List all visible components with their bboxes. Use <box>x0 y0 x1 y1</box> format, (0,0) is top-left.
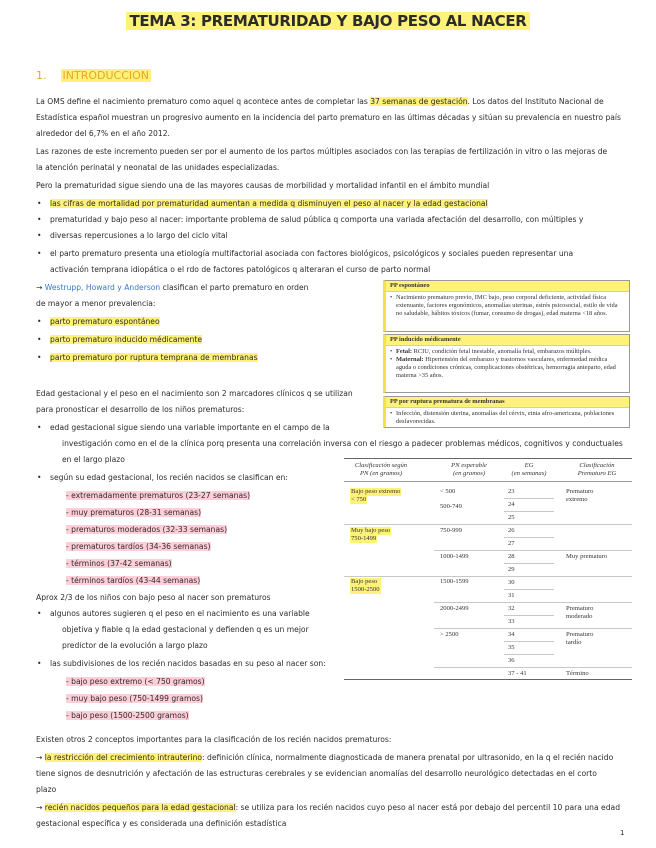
eg-class: Término <box>566 670 589 677</box>
table-gridline <box>434 667 632 668</box>
pp-type-item: • parto prematuro espontáneo <box>50 314 160 329</box>
intro-line: La OMS define el nacimiento prematuro como aquel q acontece antes de completar las 37 semanas de gestación. Los datos del Instituto Nacional de <box>36 97 604 106</box>
box-heading: PP espontáneo <box>386 281 629 292</box>
table-gridline <box>504 654 554 655</box>
eg-class: Prematuro moderado <box>566 605 594 620</box>
eg-class: Prematuro tardío <box>566 631 594 646</box>
table-gridline <box>434 628 632 629</box>
box-text: • Maternal: Hipertensión del embarazo y trastornos vasculares, enfermedad médica aguda o condiciones crónicas, complicaciones obstétricas, hemorragia anteparto, edad materna >35 años. <box>396 356 623 380</box>
bullet-continuation: objetiva y fiable q la edad gestacional y defienden q es un mejor <box>62 625 309 634</box>
box-pp-ruptura <box>383 396 630 428</box>
pn-class: Bajo peso 1500-2500 <box>351 578 380 593</box>
weight-class-item: - bajo peso extremo (< 750 gramos) <box>66 677 205 686</box>
page-number: 1 <box>620 829 625 837</box>
bullet-continuation: investigación como en el de la clínica porq presenta una correlación inversa con el riesgo a padecer problemas médicos, cognitivos y conductuales <box>62 439 623 448</box>
table-gridline <box>504 563 554 564</box>
bullet-item: • según su edad gestacional, los recién nacidos se clasifican en: <box>50 470 288 485</box>
concept-line: → recién nacidos pequeños para la edad gestacional: se utiliza para los recién nacidos cuyo peso al nacer está por debajo del percentil 10 para una edad <box>36 803 621 812</box>
table-header: EG (en semanas) <box>511 462 547 477</box>
eg-class: Muy prematuro <box>566 553 608 560</box>
bullet-continuation: activación temprana idiopática o el rdo de factores patológicos q alteraran el curso de parto normal <box>50 265 431 274</box>
weight-class-item: - bajo peso (1500-2500 gramos) <box>66 711 189 720</box>
page-title: TEMA 3: PREMATURIDAD Y BAJO PESO AL NACER <box>0 14 656 31</box>
bullet-item: • las cifras de mortalidad por prematuridad aumentan a medida q disminuyen el peso al nacer y la edad gestacional <box>50 196 488 211</box>
concept-line: gestacional específica y es considerada una definición estadística <box>36 819 287 828</box>
section-heading <box>36 68 151 83</box>
weight-class-item: - muy bajo peso (750-1499 gramos) <box>66 694 203 703</box>
table-header: Clasificación según PN (en gramos) <box>354 462 408 477</box>
table-gridline <box>344 524 632 525</box>
bullet-item: • el parto prematuro presenta una etiología multifactorial asociada con factores biológicos, psicológicos y sociales pueden representar una <box>50 246 573 261</box>
box-heading: PP por ruptura prematura de membranas <box>386 397 629 408</box>
concepts-intro: Existen otros 2 conceptos importantes para la clasificación de los recién nacidos prematuros: <box>36 735 392 744</box>
week-cell: 23 <box>508 488 515 495</box>
table-header: PN esperable (en gramos) <box>451 462 487 477</box>
concept-line: → la restricción del crecimiento intrauterino: definición clínica, normalmente diagnosticada de manera prenatal por ultrasonido, en la q el recién nacido <box>36 753 614 762</box>
week-cell: 30 <box>508 579 515 586</box>
eg-class: Prematuro extremo <box>566 488 594 503</box>
ga-class-item: - términos (37-42 semanas) <box>66 559 172 568</box>
intro-line: Pero la prematuridad sigue siendo una de las mayores causas de morbilidad y mortalidad infantil en el ámbito mundial <box>36 181 490 190</box>
ga-class-item: - prematuros tardíos (34-36 semanas) <box>66 542 211 551</box>
table-gridline <box>344 576 632 577</box>
week-cell: 27 <box>508 540 515 547</box>
pn-range: 2000-2499 <box>440 605 469 612</box>
classification-intro: de mayor a menor prevalencia: <box>36 299 156 308</box>
table-gridline <box>504 641 554 642</box>
box-text: • Infección, distensión uterina, anomalías del cérvix, etnia afro-americana, poblaciones desfavorecidas. <box>396 410 623 426</box>
week-cell: 25 <box>508 514 515 521</box>
box-pp-inducido <box>383 334 630 393</box>
pn-class: Muy bajo peso 750-1499 <box>351 527 391 542</box>
pn-range: 500-749 <box>440 503 462 510</box>
table-gridline <box>504 589 554 590</box>
classification-intro: → Westrupp, Howard y Anderson clasifican el parto prematuro en orden <box>36 283 309 292</box>
box-text: • Nacimiento prematuro previo, IMC bajo, peso corporal deficiente, actividad física extenuante, factores ergonómicos, anomalías uterinas, estrés psicosocial, estilo de vida no saludable, hábitos tóxicos (fumar, consumo de drogas), edad materna <18 años. <box>396 294 623 318</box>
ga-class-item: - muy prematuros (28-31 semanas) <box>66 508 202 517</box>
week-cell: 34 <box>508 631 515 638</box>
pn-range: 750-999 <box>440 527 462 534</box>
table-gridline <box>504 537 554 538</box>
bullet-continuation: • diversas repercusiones a lo largo del ciclo vital <box>50 228 228 243</box>
week-cell: 28 <box>508 553 515 560</box>
box-text: • Fetal: RCIU, condición fetal inestable, anomalía fetal, embarazos múltiples. <box>396 348 623 356</box>
week-cell: 35 <box>508 644 515 651</box>
highlight-37-weeks: 37 semanas de gestación <box>370 97 468 106</box>
intro-line: la atención perinatal y neonatal de las unidades especializadas. <box>36 163 280 172</box>
ga-class-item: - extremadamente prematuros (23-27 semanas) <box>66 491 251 500</box>
table-header: Clasificación Prematuro EG <box>577 462 617 477</box>
classification-table <box>344 458 632 680</box>
bullet-item: • edad gestacional sigue siendo una variable importante en el campo de la <box>50 420 330 435</box>
intro-line: Las razones de este incremento pueden ser por el aumento de los partos múltiples asociados con las terapias de fertilización in vitro o las mejoras de <box>36 147 608 156</box>
week-cell: 36 <box>508 657 515 664</box>
box-heading: PP inducido médicamente <box>386 335 629 346</box>
authors-link[interactable]: Westrupp, Howard y Anderson <box>44 283 161 292</box>
pp-type-item: • parto prematuro inducido médicamente <box>50 332 202 347</box>
table-gridline <box>504 615 554 616</box>
week-cell: 37 - 41 <box>508 670 527 677</box>
bullet-continuation: en el largo plazo <box>62 455 125 464</box>
pn-range: 1000-1499 <box>440 553 469 560</box>
pn-class: Bajo peso extremo < 750 <box>351 488 401 503</box>
ga-class-item: - prematuros moderados (32-33 semanas) <box>66 525 228 534</box>
gestational-intro: Edad gestacional y el peso en el nacimiento son 2 marcadores clínicos q se utilizan <box>36 389 353 398</box>
week-cell: 31 <box>508 592 515 599</box>
table-gridline <box>434 550 632 551</box>
concept-line: tiene signos de desnutrición y afectación de las estructuras cerebrales y se evidencian anomalías del desarrollo neurológico detectadas en el corto <box>36 769 597 778</box>
bullet-item: • algunos autores sugieren q el peso en el nacimiento es una variable <box>50 606 310 621</box>
section-title: INTRODUCCION <box>62 69 150 82</box>
pp-type-item: • parto prematuro por ruptura temprana de membranas <box>50 350 258 365</box>
intro-line: alrededor del 6,7% en el año 2012. <box>36 129 170 138</box>
concept-line: plazo <box>36 785 57 794</box>
intro-line: Estadística español muestran un progresivo aumento en la incidencia del parto prematuro en las últimas décadas y sitúan su prevalencia en nuestro país <box>36 113 621 122</box>
week-cell: 29 <box>508 566 515 573</box>
week-cell: 32 <box>508 605 515 612</box>
week-cell: 26 <box>508 527 515 534</box>
table-header-rule <box>344 481 632 482</box>
week-cell: 24 <box>508 501 515 508</box>
ga-class-item: - términos tardíos (43-44 semanas) <box>66 576 201 585</box>
bullet-item: • las subdivisiones de los recién nacidos basadas en su peso al nacer son: <box>50 656 326 671</box>
pn-range: 1500-1599 <box>440 578 469 585</box>
table-gridline <box>504 498 554 499</box>
bullet-continuation: predictor de la evolución a largo plazo <box>62 641 208 650</box>
pn-range: < 500 <box>440 488 456 495</box>
gestational-intro: para pronosticar el desarrollo de los niños prematuros: <box>36 405 245 414</box>
pn-range: > 2500 <box>440 631 459 638</box>
bullet-item: • prematuridad y bajo peso al nacer: importante problema de salud pública q comporta una variada afectación del desarrollo, con múltiples y <box>50 212 583 227</box>
weight-intro: Aprox 2/3 de los niños con bajo peso al nacer son prematuros <box>36 593 271 602</box>
table-gridline <box>434 602 632 603</box>
box-pp-espontaneo <box>383 280 630 332</box>
table-gridline <box>504 511 554 512</box>
section-number: 1. <box>36 69 47 82</box>
week-cell: 33 <box>508 618 515 625</box>
